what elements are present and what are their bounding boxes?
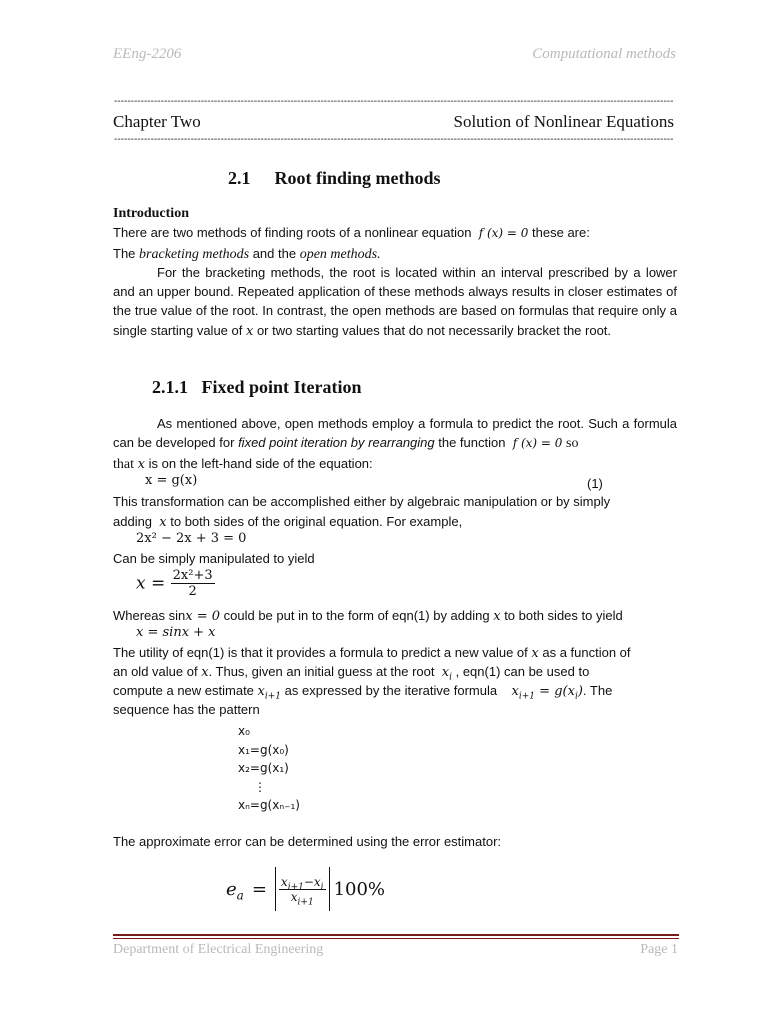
equation-fx: f (x) = 0 [512, 436, 563, 451]
fixed-text: adding [113, 514, 153, 529]
chapter-label: Chapter Two [113, 112, 201, 131]
fixed-text: could be put in to the form of eqn(1) by adding [223, 608, 490, 623]
course-code: EEng-2206 [113, 46, 182, 62]
var-xi: $x_i$ [441, 665, 452, 683]
sequence-item: x₁=g(x₀) [238, 742, 289, 757]
fixed-text: the function [438, 435, 506, 451]
fixed-text: so [566, 436, 579, 452]
fixed-text: to both sides to yield [504, 608, 623, 623]
intro-text: There are two methods of finding roots of a nonlinear equation [113, 225, 472, 240]
var-x: x [245, 323, 254, 339]
var-x: x [441, 665, 450, 680]
var-x: x [493, 609, 501, 624]
iterative-formula: $x_{i+1} = g(x_i)$ [511, 684, 583, 702]
fixed-para8 [113, 662, 679, 682]
fixed-text: The utility of eqn(1) is that it provides a formula to predict a new value of [113, 645, 528, 660]
bottom-dashed-rule: ------------------------------------------------------------------------------------------------------------------------------------------------------------------------ [114, 134, 674, 145]
fixed-text: to both sides of the original equation. For example, [170, 514, 463, 529]
equation-3-denominator: 2 [188, 584, 197, 599]
equation-1: x = g(x) [145, 473, 198, 488]
fixed-para2 [113, 454, 373, 474]
error-subscript: a [236, 888, 244, 903]
fixed-para9 [113, 681, 679, 701]
footer-page-number: Page 1 [640, 942, 678, 957]
var-x: x [531, 646, 539, 661]
fixed-para10: sequence has the pattern [113, 702, 260, 717]
equation-1-number: (1) [587, 476, 603, 491]
var-x: x [280, 874, 288, 889]
intro-text: these are: [532, 225, 590, 240]
fixed-para3: This transformation can be accomplished either by algebraic manipulation or by simply [113, 494, 611, 509]
sequence-list [238, 722, 300, 815]
var-x: x [159, 515, 167, 530]
error-numerator: $x_{i+1}-x_i$ [280, 874, 324, 892]
top-dashed-rule: ------------------------------------------------------------------------------------------------------------------------------------------------------------------------ [114, 96, 674, 107]
fixed-text: . The [582, 683, 613, 698]
footer-rule [113, 934, 679, 936]
var-xi1: $x_{i+1}$ [257, 684, 282, 702]
fixed-para4 [113, 512, 462, 532]
fixed-text: , eqn(1) can be used to [455, 664, 590, 679]
fixed-para11: The approximate error can be determined using the error estimator: [113, 834, 502, 849]
equation-3 [136, 568, 215, 599]
fixed-text: As mentioned above, open methods employ a formula to predict the root. Such a formula can be developed for [113, 416, 677, 451]
fixed-text: that [113, 457, 134, 472]
fixed-emph: fixed point iteration by rearranging [238, 435, 435, 451]
fixed-text: . Thus, given an initial guess at the root [208, 664, 435, 679]
subsection-number: 2.1.1 [152, 377, 188, 397]
var-x: x [137, 457, 145, 472]
fixed-text: as expressed by the iterative formula [284, 683, 498, 698]
equals-sign: = [251, 878, 267, 900]
subsection-heading [152, 377, 362, 398]
intro-para-text: For the bracketing methods, the root is located within an interval prescribed by a lower and an upper bound. Repeated application of these methods always results in closer estimates of the true value of the root. In contrast, the open methods are based on formulas that require only a single starting value of [113, 265, 677, 338]
sequence-item: xₙ=g(xₙ₋₁) [238, 798, 300, 812]
intro-paragraph [113, 263, 677, 341]
equation-3-numerator: 2x²+3 [172, 568, 213, 583]
equation-3-lhs: x = [136, 573, 166, 594]
var-x: x [290, 889, 298, 904]
intro-para-end: or two starting values that do not necessarily bracket the root. [256, 322, 612, 338]
footer-department: Department of Electrical Engineering [113, 942, 324, 957]
footer-rule [113, 938, 679, 939]
open-methods: open methods. [299, 247, 381, 262]
section-heading [228, 168, 441, 189]
error-fraction [279, 874, 326, 907]
chapter-title: Solution of Nonlinear Equations [453, 112, 674, 131]
sequence-item: x₀ [238, 724, 250, 738]
error-estimator [226, 866, 385, 912]
sequence-item: ⋮ [254, 779, 266, 794]
intro-text: and the [252, 246, 297, 261]
fixed-para1 [113, 414, 677, 453]
fixed-text: as a function of [542, 645, 631, 660]
intro-line1 [113, 223, 677, 243]
sequence-item: x₂=g(x₁) [238, 761, 289, 775]
subsection-title: Fixed point Iteration [201, 377, 362, 397]
intro-text: The [113, 246, 136, 261]
equation-3-fraction [171, 568, 215, 599]
equation-2: 2x² − 2x + 3 = 0 [136, 531, 247, 546]
fixed-para7 [113, 643, 679, 663]
section-title: Root finding methods [274, 168, 441, 188]
fixed-text: Whereas sin [113, 608, 186, 623]
var-x: x [201, 665, 209, 680]
fixed-para5: Can be simply manipulated to yield [113, 551, 315, 566]
error-symbol: e [226, 878, 237, 900]
intro-heading: Introduction [113, 206, 189, 221]
bracketing-methods: bracketing methods [139, 247, 250, 262]
course-subject: Computational methods [532, 46, 676, 62]
fixed-text: compute a new estimate [113, 683, 254, 698]
error-lhs [226, 878, 244, 903]
fixed-para6 [113, 606, 679, 626]
error-denominator: $x_{i+1}$ [290, 889, 314, 907]
equation-4: x = sinx + x [136, 625, 216, 640]
section-number: 2.1 [228, 168, 251, 188]
abs-bars [275, 867, 330, 911]
equation-fx: f (x) = 0 [478, 226, 529, 240]
intro-line2 [113, 244, 677, 264]
equation-sinx: x = 0 [185, 609, 221, 624]
fixed-text: is on the left-hand side of the equation: [148, 456, 373, 471]
fixed-text: an old value of [113, 664, 198, 679]
error-percent: 100% [333, 878, 386, 900]
